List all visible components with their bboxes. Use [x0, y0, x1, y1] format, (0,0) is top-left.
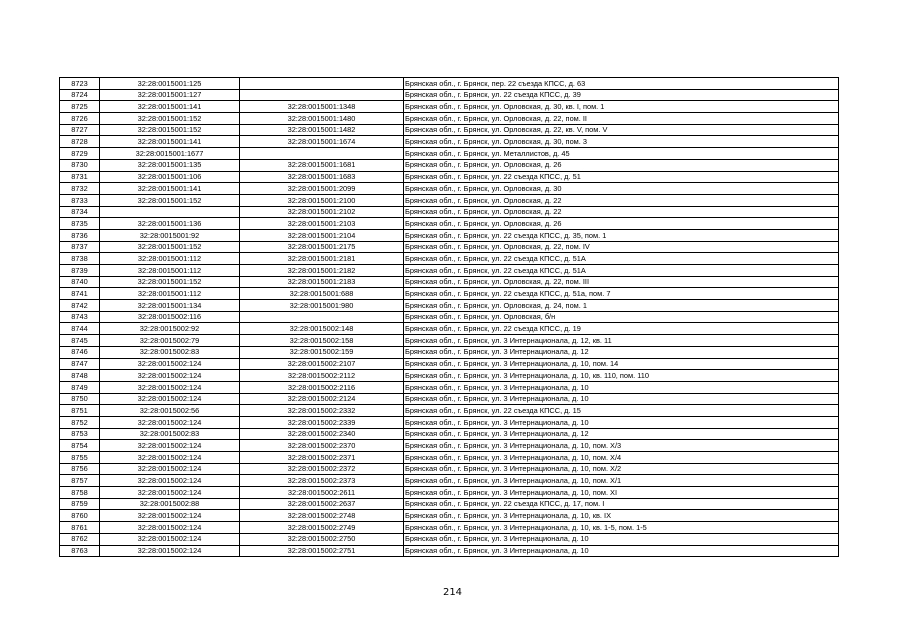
row-number-cell: 8761 [60, 522, 100, 534]
table-row [60, 218, 839, 230]
address-cell: Брянская обл., г. Брянск, ул. Орловская, д. 24, пом. 1 [404, 300, 839, 312]
row-number-cell: 8756 [60, 463, 100, 475]
parcel-number-cell: 32:28:0015002:83 [100, 346, 240, 358]
table-row [60, 171, 839, 183]
table-row [60, 78, 839, 90]
parcel-number-cell: 32:28:0015001:106 [100, 171, 240, 183]
row-number-cell: 8747 [60, 358, 100, 370]
table-row [60, 323, 839, 335]
address-cell: Брянская обл., г. Брянск, ул. Орловская, д. 30, пом. 3 [404, 136, 839, 148]
table-row [60, 416, 839, 428]
object-number-cell: 32:28:0015002:2371 [240, 452, 404, 464]
address-cell: Брянская обл., г. Брянск, ул. 3 Интернационала, д. 10, пом. Х/1 [404, 475, 839, 487]
object-number-cell: 32:28:0015002:2637 [240, 498, 404, 510]
object-number-cell: 32:28:0015002:2124 [240, 393, 404, 405]
object-number-cell: 32:28:0015002:2107 [240, 358, 404, 370]
parcel-number-cell: 32:28:0015002:124 [100, 370, 240, 382]
address-cell: Брянская обл., г. Брянск, ул. 3 Интернационала, д. 10, пом. Х/2 [404, 463, 839, 475]
object-number-cell: 32:28:0015001:1683 [240, 171, 404, 183]
object-number-cell: 32:28:0015001:688 [240, 288, 404, 300]
parcel-number-cell: 32:28:0015001:112 [100, 253, 240, 265]
address-cell: Брянская обл., г. Брянск, ул. 3 Интернационала, д. 10, кв. 110, пом. 110 [404, 370, 839, 382]
row-number-cell: 8762 [60, 533, 100, 545]
table-row [60, 510, 839, 522]
parcel-number-cell: 32:28:0015001:1677 [100, 148, 240, 160]
table-row [60, 113, 839, 125]
object-number-cell: 32:28:0015001:1681 [240, 159, 404, 171]
row-number-cell: 8763 [60, 545, 100, 557]
address-cell: Брянская обл., г. Брянск, ул. 22 съезда КПСС, д. 19 [404, 323, 839, 335]
table-row [60, 533, 839, 545]
address-cell: Брянская обл., г. Брянск, ул. 3 Интернационала, д. 10 [404, 381, 839, 393]
table-row [60, 428, 839, 440]
address-cell: Брянская обл., г. Брянск, ул. 22 съезда КПСС, д. 51 [404, 171, 839, 183]
address-cell: Брянская обл., г. Брянск, ул. 3 Интернационала, д. 10 [404, 533, 839, 545]
page-number: 214 [442, 587, 463, 598]
object-number-cell: 32:28:0015002:2332 [240, 405, 404, 417]
table-row [60, 206, 839, 218]
address-cell: Брянская обл., г. Брянск, ул. Орловская, д. 26 [404, 218, 839, 230]
table-row [60, 89, 839, 101]
table-row [60, 229, 839, 241]
object-number-cell: 32:28:0015002:2116 [240, 381, 404, 393]
parcel-number-cell: 32:28:0015002:124 [100, 475, 240, 487]
address-cell: Брянская обл., г. Брянск, ул. 3 Интернационала, д. 12, кв. 11 [404, 335, 839, 347]
row-number-cell: 8749 [60, 381, 100, 393]
row-number-cell: 8758 [60, 487, 100, 499]
parcel-number-cell: 32:28:0015002:124 [100, 487, 240, 499]
cadastral-table [59, 77, 839, 557]
parcel-number-cell: 32:28:0015001:125 [100, 78, 240, 90]
table-row [60, 522, 839, 534]
object-number-cell: 32:28:0015002:2751 [240, 545, 404, 557]
table-row [60, 194, 839, 206]
parcel-number-cell: 32:28:0015001:127 [100, 89, 240, 101]
parcel-number-cell: 32:28:0015002:124 [100, 358, 240, 370]
parcel-number-cell: 32:28:0015002:92 [100, 323, 240, 335]
object-number-cell: 32:28:0015001:2183 [240, 276, 404, 288]
object-number-cell: 32:28:0015002:2749 [240, 522, 404, 534]
object-number-cell [240, 78, 404, 90]
address-cell: Брянская обл., г. Брянск, ул. Орловская, д. 22, пом. III [404, 276, 839, 288]
parcel-number-cell: 32:28:0015001:141 [100, 183, 240, 195]
table-row [60, 183, 839, 195]
address-cell: Брянская обл., г. Брянск, ул. Орловская, д. 22 [404, 194, 839, 206]
row-number-cell: 8753 [60, 428, 100, 440]
object-number-cell: 32:28:0015002:2611 [240, 487, 404, 499]
table-row [60, 475, 839, 487]
parcel-number-cell: 32:28:0015001:136 [100, 218, 240, 230]
address-cell: Брянская обл., г. Брянск, ул. Орловская, д. 22, кв. V, пом. V [404, 124, 839, 136]
address-cell: Брянская обл., г. Брянск, ул. Орловская, б/н [404, 311, 839, 323]
parcel-number-cell: 32:28:0015001:92 [100, 229, 240, 241]
table-row [60, 241, 839, 253]
address-cell: Брянская обл., г. Брянск, ул. 3 Интернационала, д. 10, пом. XI [404, 487, 839, 499]
object-number-cell: 32:28:0015002:2340 [240, 428, 404, 440]
object-number-cell: 32:28:0015001:2103 [240, 218, 404, 230]
table-row [60, 136, 839, 148]
address-cell: Брянская обл., г. Брянск, пер. 22 съезда КПСС, д. 63 [404, 78, 839, 90]
table-row [60, 335, 839, 347]
object-number-cell: 32:28:0015001:2099 [240, 183, 404, 195]
parcel-number-cell [100, 206, 240, 218]
table-row [60, 276, 839, 288]
object-number-cell: 32:28:0015001:980 [240, 300, 404, 312]
table-row [60, 487, 839, 499]
table-row [60, 545, 839, 557]
table-body [60, 78, 839, 557]
row-number-cell: 8736 [60, 229, 100, 241]
table-row [60, 358, 839, 370]
address-cell: Брянская обл., г. Брянск, ул. 22 съезда КПСС, д. 15 [404, 405, 839, 417]
address-cell: Брянская обл., г. Брянск, ул. 3 Интернационала, д. 10 [404, 416, 839, 428]
row-number-cell: 8744 [60, 323, 100, 335]
row-number-cell: 8750 [60, 393, 100, 405]
object-number-cell: 32:28:0015001:2104 [240, 229, 404, 241]
row-number-cell: 8738 [60, 253, 100, 265]
object-number-cell: 32:28:0015002:159 [240, 346, 404, 358]
row-number-cell: 8729 [60, 148, 100, 160]
parcel-number-cell: 32:28:0015001:134 [100, 300, 240, 312]
object-number-cell: 32:28:0015002:2373 [240, 475, 404, 487]
object-number-cell: 32:28:0015002:2339 [240, 416, 404, 428]
table-row [60, 311, 839, 323]
object-number-cell: 32:28:0015002:2748 [240, 510, 404, 522]
address-cell: Брянская обл., г. Брянск, ул. 22 съезда КПСС, д. 17, пом. I [404, 498, 839, 510]
table-row [60, 346, 839, 358]
row-number-cell: 8755 [60, 452, 100, 464]
table-row [60, 253, 839, 265]
object-number-cell: 32:28:0015001:2100 [240, 194, 404, 206]
object-number-cell: 32:28:0015002:2372 [240, 463, 404, 475]
address-cell: Брянская обл., г. Брянск, ул. Орловская, д. 22 [404, 206, 839, 218]
parcel-number-cell: 32:28:0015002:79 [100, 335, 240, 347]
object-number-cell: 32:28:0015002:158 [240, 335, 404, 347]
parcel-number-cell: 32:28:0015002:124 [100, 440, 240, 452]
row-number-cell: 8734 [60, 206, 100, 218]
parcel-number-cell: 32:28:0015001:135 [100, 159, 240, 171]
object-number-cell: 32:28:0015002:2750 [240, 533, 404, 545]
object-number-cell [240, 311, 404, 323]
table-row [60, 463, 839, 475]
address-cell: Брянская обл., г. Брянск, ул. 3 Интернационала, д. 10, кв. 1-5, пом. 1-5 [404, 522, 839, 534]
row-number-cell: 8723 [60, 78, 100, 90]
table-row [60, 370, 839, 382]
parcel-number-cell: 32:28:0015001:112 [100, 265, 240, 277]
object-number-cell: 32:28:0015002:148 [240, 323, 404, 335]
address-cell: Брянская обл., г. Брянск, ул. Орловская, д. 22, пом. IV [404, 241, 839, 253]
row-number-cell: 8725 [60, 101, 100, 113]
table-row [60, 381, 839, 393]
parcel-number-cell: 32:28:0015001:112 [100, 288, 240, 300]
row-number-cell: 8752 [60, 416, 100, 428]
address-cell: Брянская обл., г. Брянск, ул. Орловская, д. 22, пом. II [404, 113, 839, 125]
row-number-cell: 8740 [60, 276, 100, 288]
table-row [60, 393, 839, 405]
parcel-number-cell: 32:28:0015001:152 [100, 241, 240, 253]
parcel-number-cell: 32:28:0015002:124 [100, 545, 240, 557]
parcel-number-cell: 32:28:0015001:152 [100, 194, 240, 206]
row-number-cell: 8730 [60, 159, 100, 171]
row-number-cell: 8741 [60, 288, 100, 300]
object-number-cell: 32:28:0015001:1348 [240, 101, 404, 113]
parcel-number-cell: 32:28:0015002:124 [100, 381, 240, 393]
row-number-cell: 8760 [60, 510, 100, 522]
address-cell: Брянская обл., г. Брянск, ул. 3 Интернационала, д. 10, пом. 14 [404, 358, 839, 370]
address-cell: Брянская обл., г. Брянск, ул. 3 Интернационала, д. 10, пом. Х/4 [404, 452, 839, 464]
row-number-cell: 8748 [60, 370, 100, 382]
table-row [60, 288, 839, 300]
parcel-number-cell: 32:28:0015002:124 [100, 452, 240, 464]
row-number-cell: 8727 [60, 124, 100, 136]
address-cell: Брянская обл., г. Брянск, ул. Орловская, д. 30 [404, 183, 839, 195]
address-cell: Брянская обл., г. Брянск, ул. 22 съезда КПСС, д. 39 [404, 89, 839, 101]
row-number-cell: 8731 [60, 171, 100, 183]
row-number-cell: 8742 [60, 300, 100, 312]
table-row [60, 159, 839, 171]
table-row [60, 498, 839, 510]
object-number-cell: 32:28:0015001:2102 [240, 206, 404, 218]
object-number-cell: 32:28:0015001:1480 [240, 113, 404, 125]
parcel-number-cell: 32:28:0015002:88 [100, 498, 240, 510]
address-cell: Брянская обл., г. Брянск, ул. Металлистов, д. 45 [404, 148, 839, 160]
parcel-number-cell: 32:28:0015002:83 [100, 428, 240, 440]
address-cell: Брянская обл., г. Брянск, ул. Орловская, д. 30, кв. I, пом. 1 [404, 101, 839, 113]
parcel-number-cell: 32:28:0015002:124 [100, 522, 240, 534]
address-cell: Брянская обл., г. Брянск, ул. 3 Интернационала, д. 10 [404, 393, 839, 405]
object-number-cell: 32:28:0015001:2175 [240, 241, 404, 253]
address-cell: Брянская обл., г. Брянск, ул. 22 съезда КПСС, д. 51а, пом. 7 [404, 288, 839, 300]
address-cell: Брянская обл., г. Брянск, ул. 22 съезда КПСС, д. 51А [404, 265, 839, 277]
parcel-number-cell: 32:28:0015002:124 [100, 393, 240, 405]
row-number-cell: 8743 [60, 311, 100, 323]
row-number-cell: 8735 [60, 218, 100, 230]
address-cell: Брянская обл., г. Брянск, ул. 3 Интернационала, д. 12 [404, 428, 839, 440]
row-number-cell: 8737 [60, 241, 100, 253]
row-number-cell: 8751 [60, 405, 100, 417]
parcel-number-cell: 32:28:0015002:116 [100, 311, 240, 323]
row-number-cell: 8754 [60, 440, 100, 452]
parcel-number-cell: 32:28:0015002:124 [100, 463, 240, 475]
object-number-cell [240, 89, 404, 101]
table-row [60, 124, 839, 136]
object-number-cell: 32:28:0015002:2370 [240, 440, 404, 452]
table-row [60, 101, 839, 113]
row-number-cell: 8724 [60, 89, 100, 101]
row-number-cell: 8739 [60, 265, 100, 277]
parcel-number-cell: 32:28:0015001:152 [100, 113, 240, 125]
table-row [60, 300, 839, 312]
object-number-cell: 32:28:0015001:1674 [240, 136, 404, 148]
table-row [60, 405, 839, 417]
address-cell: Брянская обл., г. Брянск, ул. 3 Интернационала, д. 10 [404, 545, 839, 557]
row-number-cell: 8745 [60, 335, 100, 347]
parcel-number-cell: 32:28:0015002:56 [100, 405, 240, 417]
row-number-cell: 8728 [60, 136, 100, 148]
table-row [60, 265, 839, 277]
row-number-cell: 8746 [60, 346, 100, 358]
address-cell: Брянская обл., г. Брянск, ул. 3 Интернационала, д. 10, пом. Х/3 [404, 440, 839, 452]
table-row [60, 440, 839, 452]
address-cell: Брянская обл., г. Брянск, ул. Орловская, д. 26 [404, 159, 839, 171]
parcel-number-cell: 32:28:0015001:152 [100, 276, 240, 288]
row-number-cell: 8759 [60, 498, 100, 510]
address-cell: Брянская обл., г. Брянск, ул. 3 Интернационала, д. 12 [404, 346, 839, 358]
row-number-cell: 8733 [60, 194, 100, 206]
row-number-cell: 8726 [60, 113, 100, 125]
row-number-cell: 8757 [60, 475, 100, 487]
table-row [60, 148, 839, 160]
object-number-cell: 32:28:0015001:2182 [240, 265, 404, 277]
parcel-number-cell: 32:28:0015001:152 [100, 124, 240, 136]
object-number-cell [240, 148, 404, 160]
table-row [60, 452, 839, 464]
object-number-cell: 32:28:0015001:1482 [240, 124, 404, 136]
object-number-cell: 32:28:0015001:2181 [240, 253, 404, 265]
parcel-number-cell: 32:28:0015001:141 [100, 101, 240, 113]
address-cell: Брянская обл., г. Брянск, ул. 22 съезда КПСС, д. 35, пом. 1 [404, 229, 839, 241]
address-cell: Брянская обл., г. Брянск, ул. 22 съезда КПСС, д. 51А [404, 253, 839, 265]
parcel-number-cell: 32:28:0015001:141 [100, 136, 240, 148]
object-number-cell: 32:28:0015002:2112 [240, 370, 404, 382]
address-cell: Брянская обл., г. Брянск, ул. 3 Интернационала, д. 10, кв. IX [404, 510, 839, 522]
row-number-cell: 8732 [60, 183, 100, 195]
parcel-number-cell: 32:28:0015002:124 [100, 533, 240, 545]
parcel-number-cell: 32:28:0015002:124 [100, 416, 240, 428]
parcel-number-cell: 32:28:0015002:124 [100, 510, 240, 522]
